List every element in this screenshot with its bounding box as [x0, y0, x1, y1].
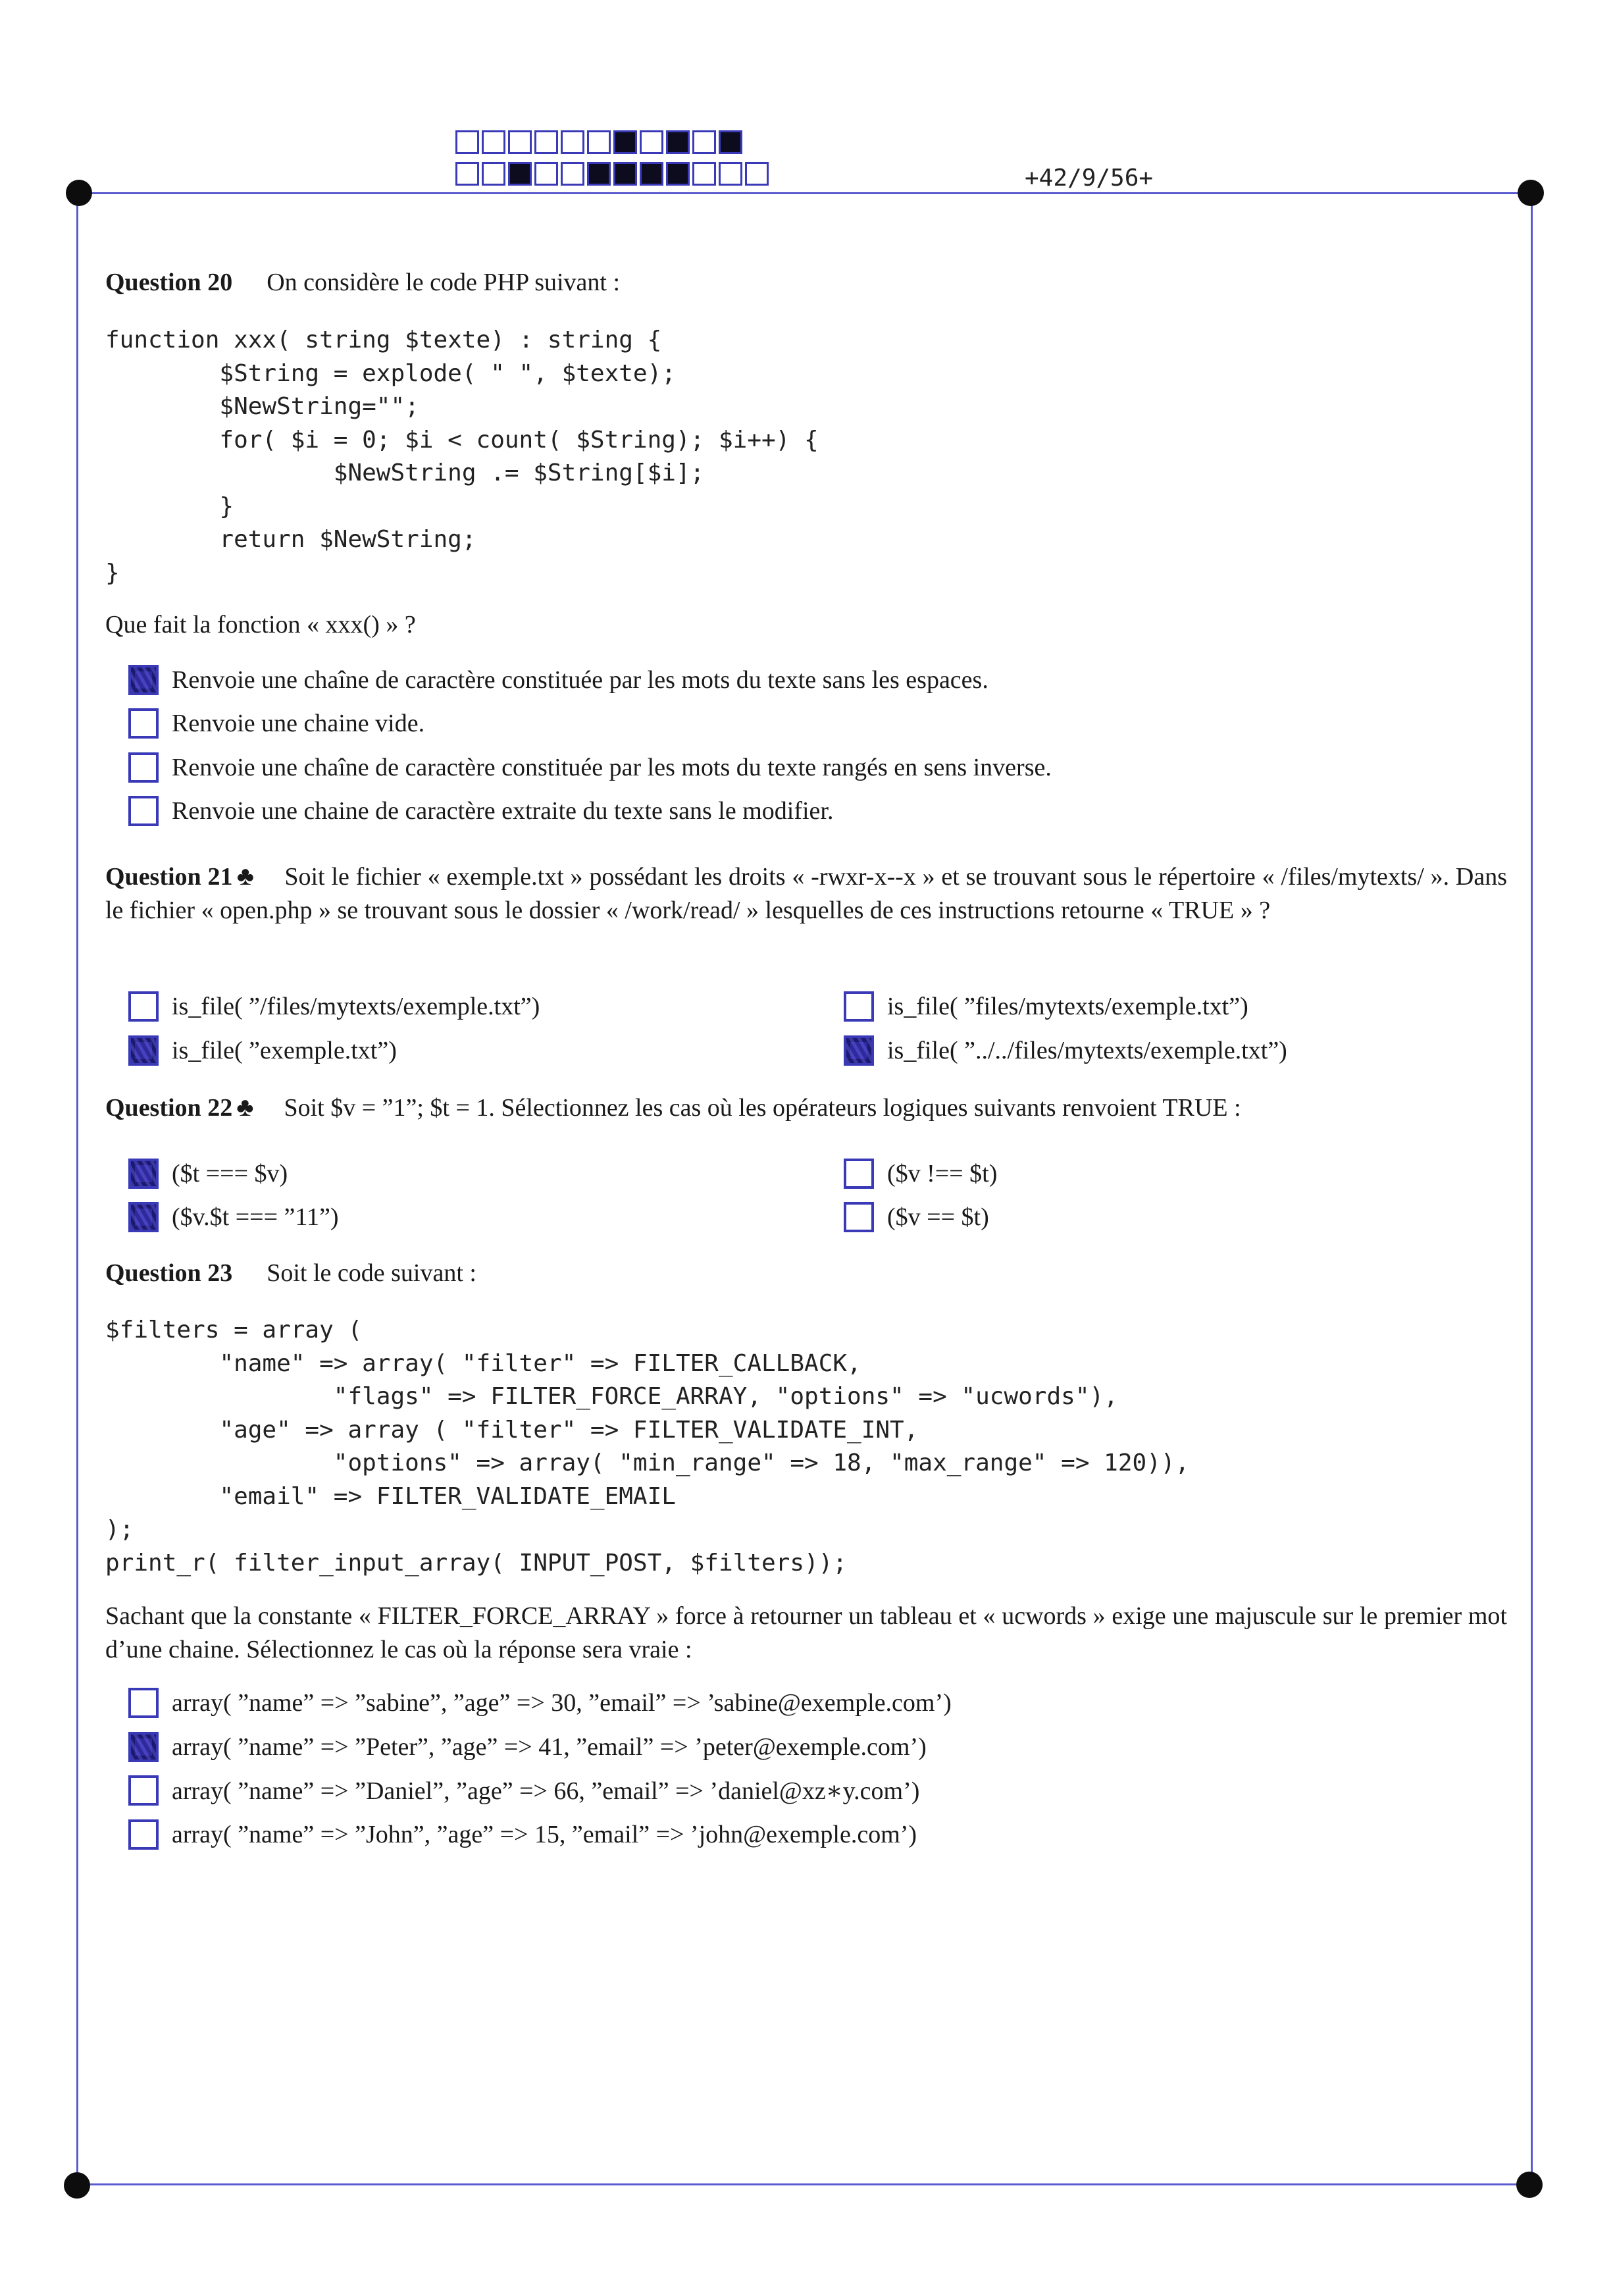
- option-label: ($v.$t === ”11”): [172, 1203, 339, 1231]
- q20-option-2[interactable]: [128, 708, 424, 739]
- multiple-answer-club-icon: ♣: [236, 861, 255, 891]
- code-box: [455, 130, 479, 154]
- question-text: Soit le fichier « exemple.txt » possédant les droits « -rwxr-x--x » et se trouvant sous le répertoire « /files/mytexts/ ». Dans le fichier « open.php » se trouvant sous le dossier « /work/read/ » lesquelles de ces instructions retourne « TRUE » ?: [105, 863, 1508, 924]
- code-box: [587, 130, 611, 154]
- option-label: Renvoie une chaine de caractère extraite du texte sans le modifier.: [172, 797, 834, 825]
- option-label: is_file( ”/files/mytexts/exemple.txt”): [172, 993, 540, 1020]
- question-23-heading: [105, 1259, 476, 1288]
- checkbox[interactable]: [128, 752, 159, 783]
- code-box: [534, 130, 558, 154]
- option-label: ($v !== $t): [887, 1160, 998, 1187]
- q23-option-3[interactable]: [128, 1775, 919, 1806]
- checkbox[interactable]: [128, 665, 159, 695]
- q20-option-1[interactable]: [128, 665, 988, 695]
- option-label: Renvoie une chaine vide.: [172, 710, 425, 737]
- code-box: [719, 162, 742, 186]
- q23-option-4[interactable]: [128, 1819, 917, 1850]
- frame-top-line: [89, 192, 1533, 194]
- checkbox[interactable]: [128, 708, 159, 739]
- checkbox[interactable]: [844, 1035, 874, 1066]
- option-label: ($v == $t): [887, 1203, 989, 1231]
- q21-option-4[interactable]: [844, 1035, 1287, 1066]
- checkbox[interactable]: [128, 1202, 159, 1232]
- page-code-row-2: [455, 162, 771, 186]
- question-20-heading: [105, 268, 620, 297]
- code-box: [508, 130, 532, 154]
- option-label: is_file( ”exemple.txt”): [172, 1037, 397, 1064]
- question-text: On considère le code PHP suivant :: [267, 269, 621, 296]
- code-box: [692, 162, 716, 186]
- code-box: [666, 162, 690, 186]
- code-box: [640, 162, 663, 186]
- code-box: [561, 130, 584, 154]
- question-label: Question 21: [105, 863, 233, 891]
- option-label: ($t === $v): [172, 1160, 288, 1187]
- code-box: [613, 130, 637, 154]
- q23-option-2[interactable]: [128, 1732, 927, 1762]
- frame-left-line: [76, 192, 78, 2184]
- code-box: [534, 162, 558, 186]
- question-label: Question 22: [105, 1094, 233, 1122]
- checkbox[interactable]: [844, 1202, 874, 1232]
- checkbox[interactable]: [128, 1159, 159, 1189]
- option-label: array( ”name” => ”sabine”, ”age” => 30, ”email” => ’sabine@exemple.com’): [172, 1689, 952, 1717]
- corner-mark-top-left: [66, 180, 92, 206]
- option-label: Renvoie une chaîne de caractère constituée par les mots du texte rangés en sens inverse.: [172, 754, 1052, 781]
- code-block-q23: $filters = array ( "name" => array( "filter" => FILTER_CALLBACK, "flags" => FILTER_FORCE_ARRAY, "options" => "ucwords"), "age" => array ( "filter" => FILTER_VALIDATE_INT, "options" => array( "min_range" => 18, "max_range" => 120)), "email" => FILTER_VALIDATE_EMAIL ); print_r( filter_input_array( INPUT_POST, $filters));: [105, 1317, 1190, 1577]
- q22-option-1[interactable]: [128, 1159, 288, 1189]
- frame-bottom-line: [76, 2183, 1531, 2185]
- code-box: [587, 162, 611, 186]
- q22-option-2[interactable]: [844, 1159, 997, 1189]
- checkbox[interactable]: [128, 1688, 159, 1718]
- checkbox[interactable]: [128, 1732, 159, 1762]
- question-label: Question 20: [105, 269, 233, 296]
- code-box: [745, 162, 769, 186]
- checkbox[interactable]: [128, 1035, 159, 1066]
- checkbox[interactable]: [844, 1159, 874, 1189]
- code-box: [640, 130, 663, 154]
- multiple-answer-club-icon: ♣: [236, 1092, 254, 1122]
- question-20-prompt: Que fait la fonction « xxx() » ?: [105, 611, 416, 639]
- option-label: Renvoie une chaîne de caractère constituée par les mots du texte sans les espaces.: [172, 666, 988, 694]
- q21-option-1[interactable]: [128, 991, 540, 1022]
- question-22-heading: [105, 1091, 1241, 1122]
- question-text: Soit $v = ”1”; $t = 1. Sélectionnez les cas où les opérateurs logiques suivants renvoient TRUE :: [284, 1094, 1241, 1122]
- code-box: [482, 130, 505, 154]
- corner-mark-bottom-left: [64, 2172, 90, 2199]
- question-text: Soit le code suivant :: [267, 1259, 476, 1287]
- page-id: +42/9/56+: [1025, 165, 1154, 192]
- question-23-prompt: Sachant que la constante « FILTER_FORCE_ARRAY » force à retourner un tableau et « ucwords » exige une majuscule sur le premier mot d’une chaine. Sélectionnez le cas où la réponse sera vraie :: [105, 1602, 1507, 1663]
- q23-option-1[interactable]: [128, 1688, 952, 1718]
- option-label: is_file( ”files/mytexts/exemple.txt”): [887, 993, 1248, 1020]
- checkbox[interactable]: [128, 1819, 159, 1850]
- option-label: array( ”name” => ”Daniel”, ”age” => 66, ”email” => ’daniel@xz∗y.com’): [172, 1777, 920, 1805]
- q21-option-3[interactable]: [128, 1035, 397, 1066]
- code-box: [482, 162, 505, 186]
- corner-mark-top-right: [1518, 180, 1544, 206]
- q22-option-4[interactable]: [844, 1202, 989, 1232]
- code-box: [692, 130, 716, 154]
- code-box: [508, 162, 532, 186]
- option-label: array( ”name” => ”Peter”, ”age” => 41, ”email” => ’peter@exemple.com’): [172, 1733, 927, 1761]
- question-21-heading: [105, 859, 1507, 927]
- checkbox[interactable]: [128, 1775, 159, 1806]
- checkbox[interactable]: [128, 796, 159, 826]
- q20-option-4[interactable]: [128, 796, 833, 826]
- checkbox[interactable]: [844, 991, 874, 1022]
- corner-mark-bottom-right: [1516, 2172, 1543, 2198]
- option-label: is_file( ”../../files/mytexts/exemple.txt”): [887, 1037, 1287, 1064]
- code-box: [561, 162, 584, 186]
- question-label: Question 23: [105, 1259, 233, 1287]
- option-label: array( ”name” => ”John”, ”age” => 15, ”email” => ’john@exemple.com’): [172, 1821, 917, 1848]
- q20-option-3[interactable]: [128, 752, 1052, 783]
- code-box: [666, 130, 690, 154]
- q21-option-2[interactable]: [844, 991, 1248, 1022]
- code-box: [613, 162, 637, 186]
- code-box: [455, 162, 479, 186]
- checkbox[interactable]: [128, 991, 159, 1022]
- frame-right-line: [1531, 192, 1533, 2184]
- code-box: [719, 130, 742, 154]
- code-block-q20: function xxx( string $texte) : string { $String = explode( " ", $texte); $NewString=""; for( $i = 0; $i < count( $String); $i++) { $NewString .= $String[$i]; } return $NewString; }: [105, 326, 819, 587]
- page-code-row-1: [455, 130, 745, 154]
- q22-option-3[interactable]: [128, 1202, 339, 1232]
